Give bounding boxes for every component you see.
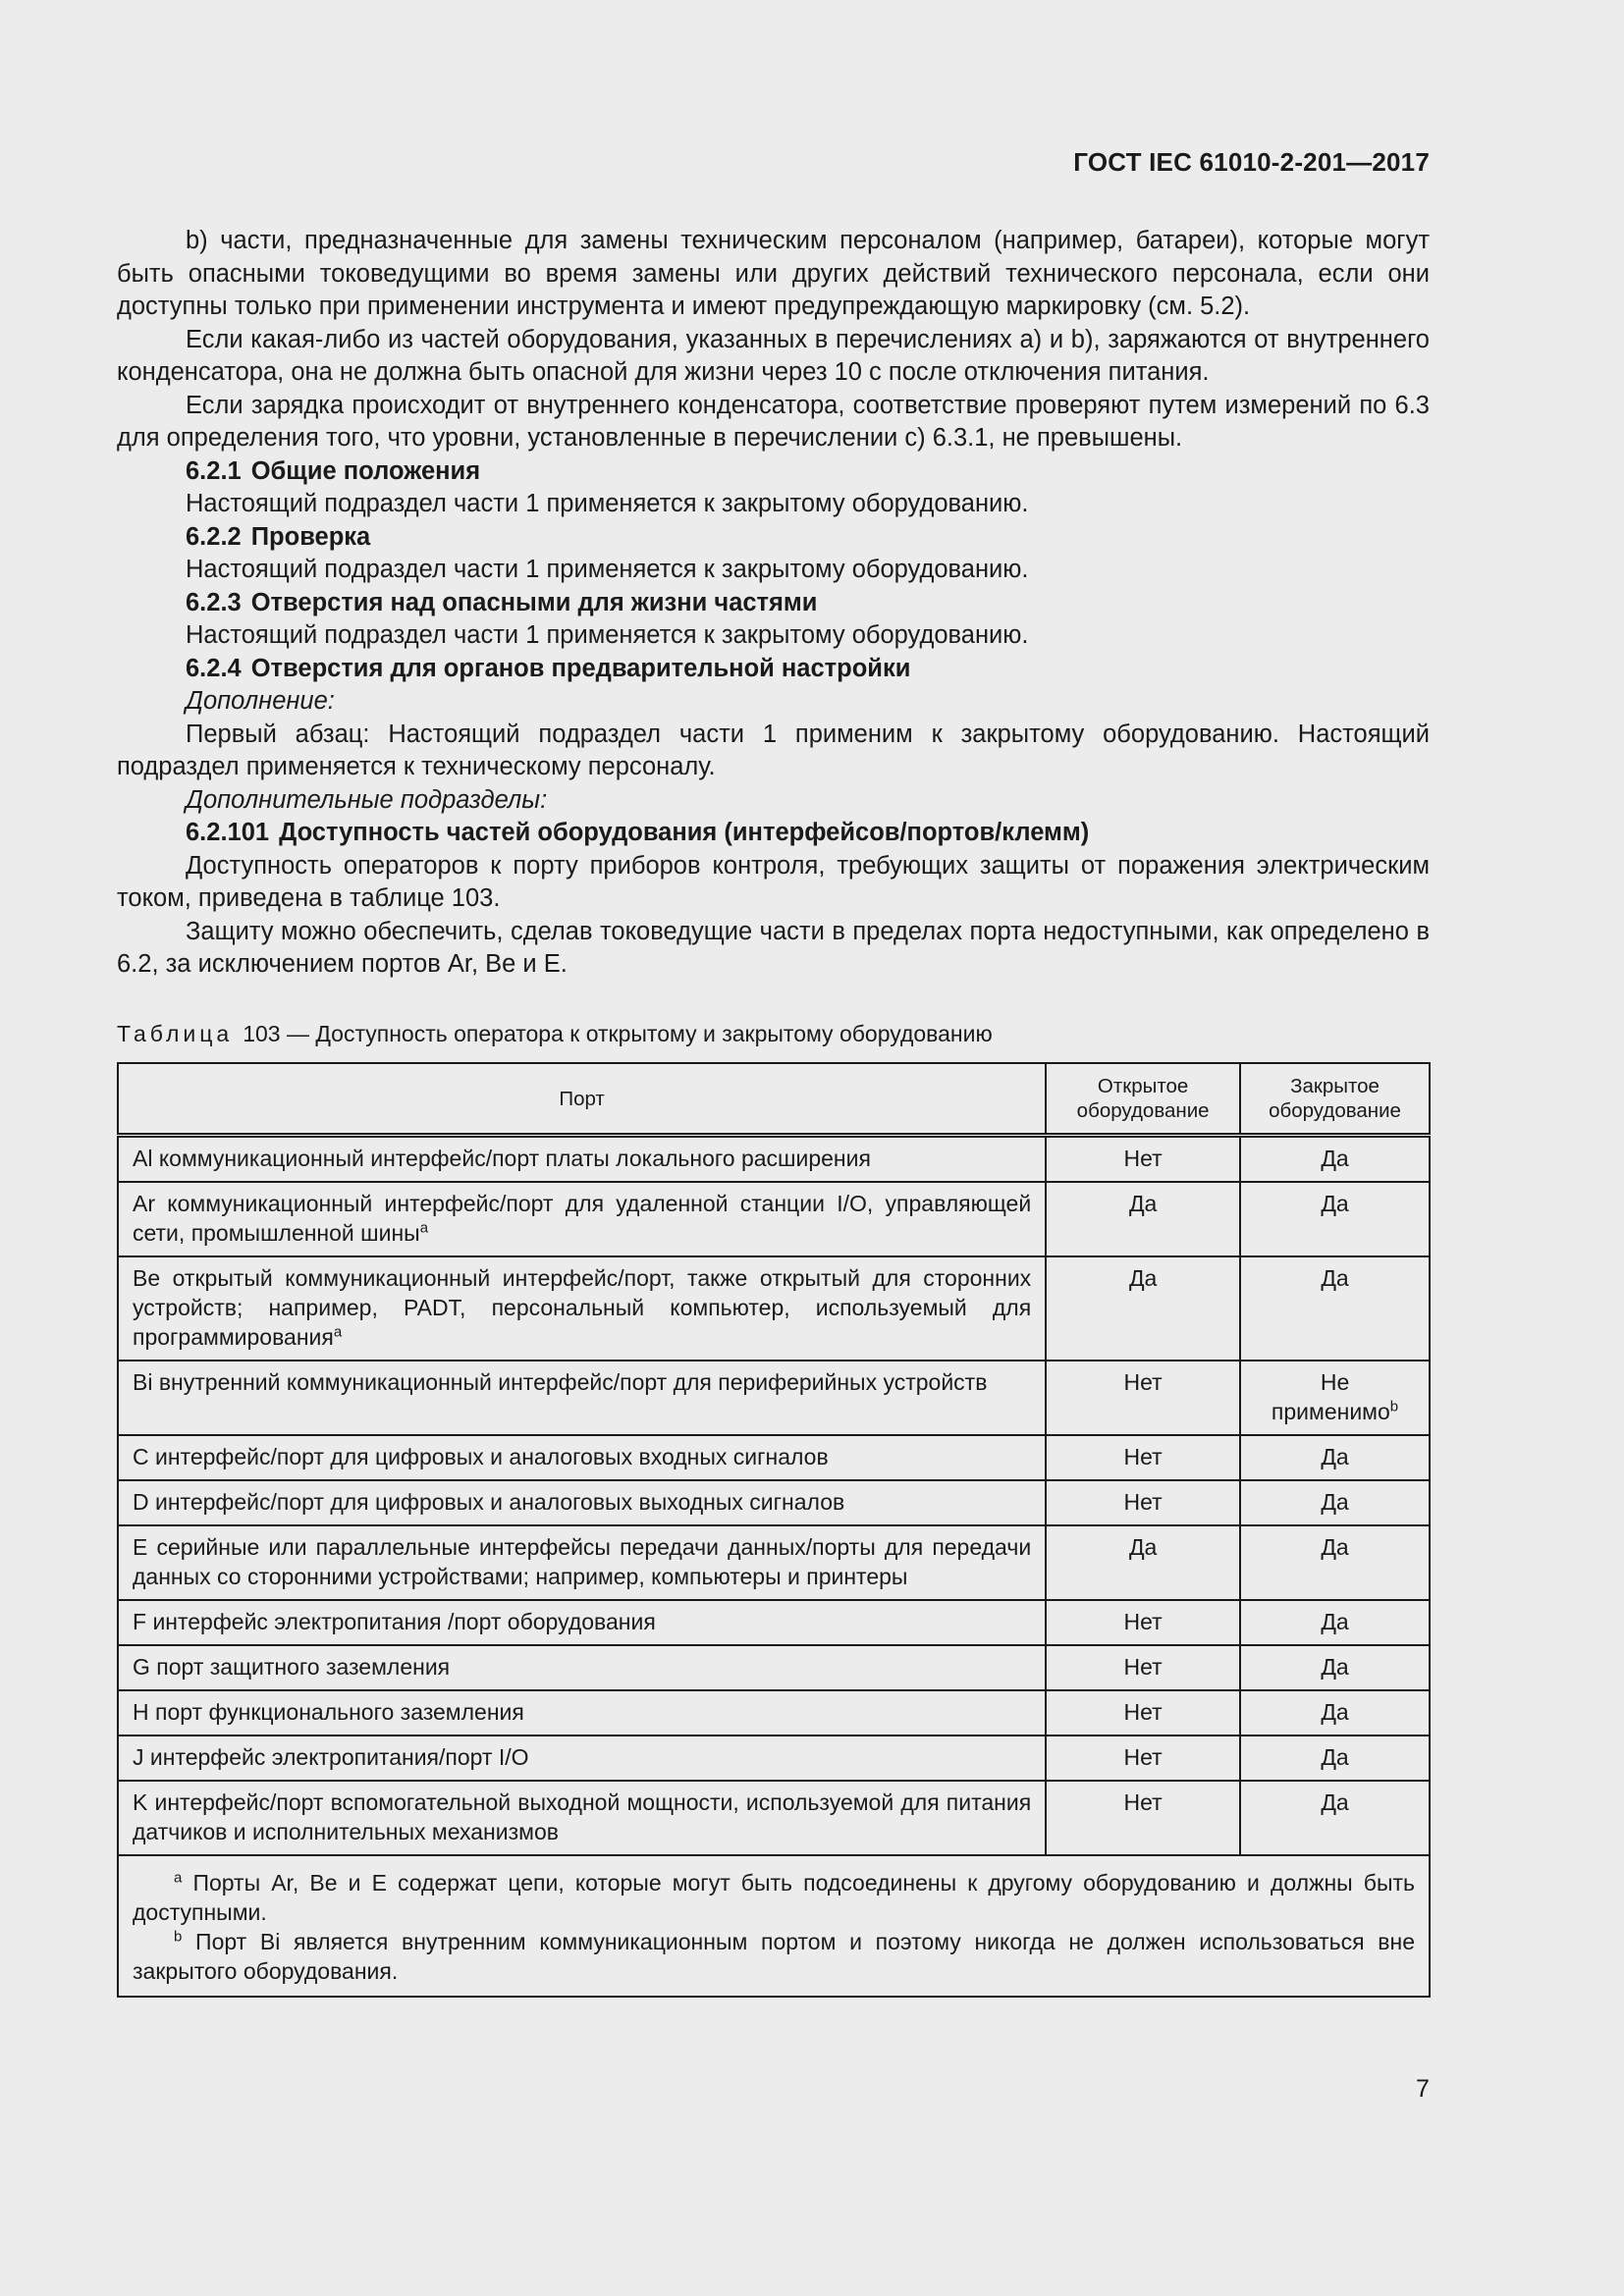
paragraph: Если какая-либо из частей оборудования, указанных в перечислениях a) и b), заряжаются от внутреннего конденсатора, она не должна быть опасной для жизни через 10 с после отключения питания. (117, 325, 1430, 386)
open-cell: Да (1046, 1256, 1240, 1361)
closed-cell: Да (1240, 1435, 1430, 1480)
port-cell: E серийные или параллельные интерфейсы передачи данных/порты для передачи данных со сторонними устройствами; например, компьютеры и принтеры (118, 1525, 1046, 1600)
table-row (118, 1525, 1430, 1600)
closed-cell: Да (1240, 1690, 1430, 1735)
port-cell: Al коммуникационный интерфейс/порт платы локального расширения (118, 1136, 1046, 1183)
paragraph: Первый абзац: Настоящий подраздел части 1 применим к закрытому оборудованию. Настоящий подраздел применяется к техническому персоналу. (117, 720, 1430, 780)
header-port: Порт (118, 1063, 1046, 1136)
port-cell: Ar коммуникационный интерфейс/порт для удаленной станции I/O, управляющей сети, промышленной шины$^a$ (118, 1182, 1046, 1256)
port-cell: J интерфейс электропитания/порт I/O (118, 1735, 1046, 1781)
table-row (118, 1182, 1430, 1256)
ports-table (117, 1062, 1431, 1998)
port-cell: K интерфейс/порт вспомогательной выходной мощности, используемой для питания датчиков и исполнительных механизмов (118, 1781, 1046, 1855)
open-cell: Нет (1046, 1735, 1240, 1781)
port-cell: Bi внутренний коммуникационный интерфейс/порт для периферийных устройств (118, 1361, 1046, 1435)
port-cell: Be открытый коммуникационный интерфейс/порт, также открытый для сторонних устройств; например, PADT, персональный компьютер, используемый для программирования$^a$ (118, 1256, 1046, 1361)
table-header-row (118, 1063, 1430, 1136)
section-heading: 6.2.2 Проверка (186, 522, 371, 551)
table-row (118, 1361, 1430, 1435)
port-cell: C интерфейс/порт для цифровых и аналоговых входных сигналов (118, 1435, 1046, 1480)
table-row (118, 1435, 1430, 1480)
paragraph: Если зарядка происходит от внутреннего конденсатора, соответствие проверяют путем измерений по 6.3 для определения того, что уровни, установленные в перечислении c) 6.3.1, не превышены. (117, 391, 1430, 452)
closed-cell: Да (1240, 1480, 1430, 1525)
table-row (118, 1690, 1430, 1735)
paragraph: b) части, предназначенные для замены техническим персоналом (например, батареи), которые могут быть опасными токоведущими во время замены или других действий технического персонала, если они доступны только при применении инструмента и имеют предупреждающую маркировку (см. 5.2). (117, 227, 1430, 320)
footnote-mark: a (333, 1323, 343, 1341)
addition-label: Дополнение: (186, 687, 335, 715)
open-cell: Нет (1046, 1600, 1240, 1645)
table-row (118, 1735, 1430, 1781)
port-cell: G порт защитного заземления (118, 1645, 1046, 1690)
port-cell: H порт функционального заземления (118, 1690, 1046, 1735)
open-cell: Нет (1046, 1361, 1240, 1435)
open-cell: Нет (1046, 1645, 1240, 1690)
table-row (118, 1781, 1430, 1855)
header-open-equipment: Открытое оборудование (1046, 1063, 1240, 1136)
closed-cell: Да (1240, 1525, 1430, 1600)
section-heading: 6.2.3 Отверстия над опасными для жизни частями (186, 588, 818, 616)
section-heading: 6.2.101 Доступность частей оборудования (интерфейсов/портов/клемм) (186, 819, 1090, 846)
open-cell: Нет (1046, 1480, 1240, 1525)
open-cell: Нет (1046, 1690, 1240, 1735)
table-row (118, 1136, 1430, 1183)
footnote-mark: a (419, 1219, 429, 1237)
table-caption: Таблица 103 — Доступность оператора к открытому и закрытому оборудованию (117, 1021, 993, 1046)
paragraph: Доступность операторов к порту приборов контроля, требующих защиты от поражения электрическим током, приведена в таблице 103. (117, 851, 1430, 912)
table-note: $^a$ Порты Ar, Be и E содержат цепи, которые могут быть подсоединены к другому оборудованию и должны быть доступными. (133, 1869, 1416, 1925)
body-text (117, 225, 1430, 982)
footnote-mark: b (1389, 1398, 1399, 1415)
page-number: 7 (1416, 2075, 1430, 2103)
paragraph: Настоящий подраздел части 1 применяется к закрытому оборудованию. (186, 490, 1029, 517)
closed-cell: Да (1240, 1781, 1430, 1855)
paragraph: Защиту можно обеспечить, сделав токоведущие части в пределах порта недоступными, как определено в 6.2, за исключением портов Ar, Be и E. (117, 917, 1430, 978)
closed-cell: Да (1240, 1182, 1430, 1256)
closed-cell: Да (1240, 1735, 1430, 1781)
additional-subsections-label: Дополнительные подразделы: (186, 785, 548, 814)
port-cell: D интерфейс/порт для цифровых и аналоговых выходных сигналов (118, 1480, 1046, 1525)
closed-cell: Да (1240, 1256, 1430, 1361)
table-row (118, 1645, 1430, 1690)
closed-cell: Да (1240, 1645, 1430, 1690)
open-cell: Нет (1046, 1136, 1240, 1183)
closed-cell: Не применимо$^b$ (1240, 1361, 1430, 1435)
table-notes-row (118, 1855, 1430, 1997)
table-row (118, 1480, 1430, 1525)
section-heading: 6.2.1 Общие положения (186, 456, 481, 485)
port-cell: F интерфейс электропитания /порт оборудования (118, 1600, 1046, 1645)
paragraph: Настоящий подраздел части 1 применяется к закрытому оборудованию. (186, 621, 1029, 649)
table-row (118, 1600, 1430, 1645)
table-note: $^b$ Порт Bi является внутренним коммуникационным портом и поэтому никогда не должен использоваться вне закрытого оборудования. (133, 1928, 1415, 1984)
paragraph: Настоящий подраздел части 1 применяется к закрытому оборудованию. (186, 556, 1029, 583)
table-notes (118, 1855, 1430, 1997)
open-cell: Да (1046, 1182, 1240, 1256)
closed-cell: Да (1240, 1600, 1430, 1645)
closed-cell: Да (1240, 1136, 1430, 1183)
open-cell: Нет (1046, 1435, 1240, 1480)
open-cell: Да (1046, 1525, 1240, 1600)
document-header-id: ГОСТ IEC 61010-2-201—2017 (1073, 147, 1430, 177)
table-row (118, 1256, 1430, 1361)
header-closed-equipment: Закрытое оборудование (1240, 1063, 1430, 1136)
section-heading: 6.2.4 Отверстия для органов предварительной настройки (186, 654, 911, 682)
open-cell: Нет (1046, 1781, 1240, 1855)
